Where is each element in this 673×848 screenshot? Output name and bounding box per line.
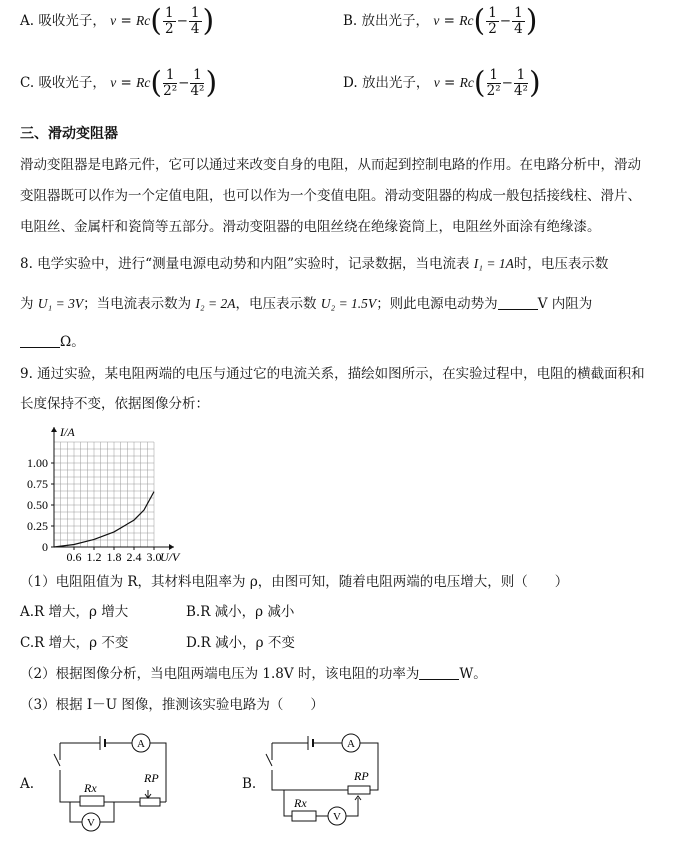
option-b-n2: 1 [514,5,523,21]
rp-rheostat-icon [348,786,370,794]
option-a-eq: = [120,13,132,29]
switch-icon [54,754,60,766]
rx-resistor-icon [80,796,104,806]
q8-text: ；则此电源电动势为 [376,296,498,312]
rx-label: Rx [84,781,97,795]
option-b-action: 放出光子， [361,13,430,29]
option-a-v: ν [110,13,117,28]
x-tick-label: 0.6 [66,550,82,564]
option-c-n1: 1 [163,68,177,84]
option-b-eq: = [443,13,455,29]
q9-sub1-opt-c[interactable]: C.R 增大，ρ 不变 [20,635,129,651]
rp-label: RP [354,769,369,783]
x-tick-label: 2.4 [126,550,142,564]
ammeter-label: A [137,738,145,750]
y-tick-label: 1.00 [27,456,48,470]
voltmeter-label: V [333,811,341,823]
q8-text: 8. 电学实验中，进行“测量电源电动势和内阻”实验时，记录数据，当电流表 [20,256,470,272]
section-title: 三、滑动变阻器 [20,126,118,142]
switch-icon [266,754,272,766]
q8-eq-i1: I₁ = 1A [473,256,514,271]
option-d-n1: 1 [487,68,501,84]
option-b-d1: 2 [488,21,497,37]
y-tick-label: 0.25 [27,519,48,533]
option-c-n2: 1 [190,68,204,84]
option-a-letter: A. [20,13,35,29]
circuit-b-label[interactable]: B. [242,776,257,792]
q8-text: V 内阻为 [537,296,593,312]
option-c-v: ν [110,75,117,90]
option-d-action: 放出光子， [361,75,430,91]
q8-text: Ω。 [60,334,85,350]
q8-eq-i2: I₂ = 2A [195,296,236,311]
option-b-v: ν [433,13,440,28]
option-b-letter: B. [343,13,358,29]
option-d-rc: Rc [459,75,474,90]
rp-label: RP [144,771,159,785]
option-d-d2: 4² [513,83,528,99]
q9-line2: 长度保持不变，依据图像分析： [20,396,209,412]
option-a-rc: Rc [136,13,151,28]
option-c-letter: C. [20,75,35,91]
intro-line: 滑动变阻器是电路元件，它可以通过来改变自身的电阻，从而起到控制电路的作用。在电路分析中，滑动 [20,157,641,173]
option-d-n2: 1 [514,68,528,84]
y-tick-label: 0.50 [27,498,48,512]
q9-sub1-opt-d[interactable]: D.R 减小，ρ 不变 [186,635,295,651]
q9-sub1: （1）电阻阻值为 R，其材料电阻率为 ρ，由图可知，随着电阻两端的电压增大，则（ ） [20,574,569,590]
intro-paragraph [20,150,660,243]
option-a-action: 吸收光子， [38,13,106,29]
option-c-d2: 4² [190,83,205,99]
ammeter-label: A [347,738,355,750]
q8-line1 [20,254,608,274]
option-c[interactable]: C. 吸收光子， ν = Rc( $\frac{1}{\text{2²}}$ − $\frac{1}{\text{4²}}$ ) [20,65,218,101]
option-c-rc: Rc [136,75,151,90]
q9-sub2-unit: W。 [459,666,487,682]
x-tick-label: 1.2 [86,550,102,564]
option-a-n2: 1 [190,5,200,21]
y-axis-arrow [51,427,57,432]
intro-line: 变阻器既可以作为一个定值电阻，也可以作为一个变值电阻。滑动变阻器的构成一般包括接线柱、滑片、 [20,188,641,204]
q9-sub3: （3）根据 I－U 图像，推测该实验电路为（ ） [20,697,324,713]
q8-text: 为 [20,296,34,312]
x-tick-label: 1.8 [106,550,122,564]
option-b-d2: 4 [514,21,523,37]
voltmeter-label: V [87,817,95,829]
iu-curve [54,492,154,547]
option-a-d2: 4 [190,21,200,37]
option-d-letter: D. [343,75,358,91]
y-tick-label: 0 [42,540,48,554]
option-c-d1: 2² [163,83,178,99]
resistance-answer-blank[interactable] [20,333,60,348]
option-c-action: 吸收光子， [38,75,106,91]
option-b-rc: Rc [459,13,474,28]
option-a-d1: 2 [165,21,174,37]
y-axis-label: I/A [60,425,75,439]
q9-sub1-opt-b[interactable]: B.R 减小，ρ 减小 [186,604,295,620]
intro-line: 电阻丝、金属杆和瓷筒等五部分。滑动变阻器的电阻丝绕在绝缘瓷筒上，电阻丝外面涂有绝缘漆。 [20,219,601,235]
x-tick-label: 3.0 [146,550,162,564]
circuit-a-label[interactable]: A. [20,776,35,792]
circuit-a[interactable] [40,730,180,835]
q8-text: 时，电压表示数 [513,256,609,272]
rx-resistor-icon [292,811,316,821]
q8-text: ；当电流表示数为 [83,296,192,312]
q8-text: ，电压表示数 [235,296,317,312]
rx-label: Rx [294,796,307,810]
power-answer-blank[interactable] [419,665,459,680]
iu-chart [14,420,214,565]
q9-sub2-text: （2）根据图像分析，当电阻两端电压为 1.8V 时，该电阻的功率为 [20,666,420,682]
emf-answer-blank[interactable] [498,295,538,310]
circuit-b[interactable] [254,730,394,840]
option-d-eq: = [444,75,456,91]
option-d[interactable]: D. 放出光子， ν = Rc( $\frac{1}{\text{2²}}$ − $\frac{1}{\text{4²}}$ ) [343,65,541,101]
y-tick-label: 0.75 [27,477,48,491]
q8-eq-u2: U₂ = 1.5V [320,296,377,311]
q9-sub2 [20,664,487,684]
q9-line1: 9. 通过实验，某电阻两端的电压与通过它的电流关系，描绘如图所示，在实验过程中，电阻的横截面积和 [20,366,645,382]
q8-line2 [20,294,592,314]
option-d-v: ν [433,75,440,90]
q9-sub1-opt-a[interactable]: A.R 增大，ρ 增大 [20,604,129,620]
x-axis-label: U/V [160,550,180,564]
option-c-eq: = [120,75,132,91]
rp-rheostat-icon [140,798,160,806]
option-a-n1: 1 [165,5,174,21]
option-b-n1: 1 [488,5,497,21]
q8-eq-u1: U₁ = 3V [37,296,84,311]
option-a[interactable]: A. 吸收光子， ν = Rc( $\frac{1}{2}$ − $\frac{1}{4}$ ) [20,3,215,39]
q8-line3 [20,332,85,352]
option-d-d1: 2² [486,83,501,99]
option-b[interactable]: B. 放出光子， ν = Rc( $\frac{1}{2}$ − $\frac{1}{4}$ ) [343,3,538,39]
